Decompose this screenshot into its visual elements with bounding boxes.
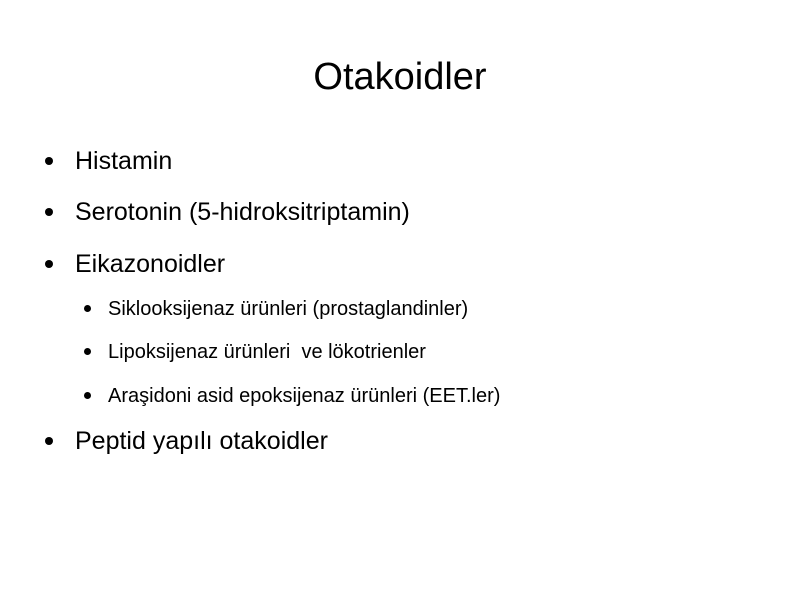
sub-bullet-item (108, 383, 500, 409)
bullet-dot-icon (84, 348, 91, 355)
bullet-dot-icon (45, 260, 53, 268)
sub-bullet-text: Araşidoni asid epoksijenaz ürünleri (EET.ler) (108, 385, 501, 407)
sub-bullet-text: Siklooksijenaz ürünleri (prostaglandinler) (108, 298, 469, 320)
bullet-item (75, 426, 328, 456)
bullet-dot-icon (45, 437, 53, 445)
sub-bullet-item (108, 296, 468, 322)
bullet-text: Histamin (75, 147, 173, 175)
bullet-item (75, 249, 225, 279)
slide-title: Otakoidler (313, 56, 487, 98)
bullet-item (75, 197, 410, 227)
sub-bullet-item (108, 339, 426, 365)
bullet-text: Serotonin (5-hidroksitriptamin) (75, 198, 410, 226)
bullet-dot-icon (84, 305, 91, 312)
bullet-dot-icon (84, 392, 91, 399)
bullet-dot-icon (45, 208, 53, 216)
bullet-dot-icon (45, 157, 53, 165)
bullet-text: Eikazonoidler (75, 250, 226, 278)
bullet-text: Peptid yapılı otakoidler (75, 427, 328, 455)
sub-bullet-text: Lipoksijenaz ürünleri ve lökotrienler (108, 341, 426, 363)
bullet-item (75, 146, 172, 176)
